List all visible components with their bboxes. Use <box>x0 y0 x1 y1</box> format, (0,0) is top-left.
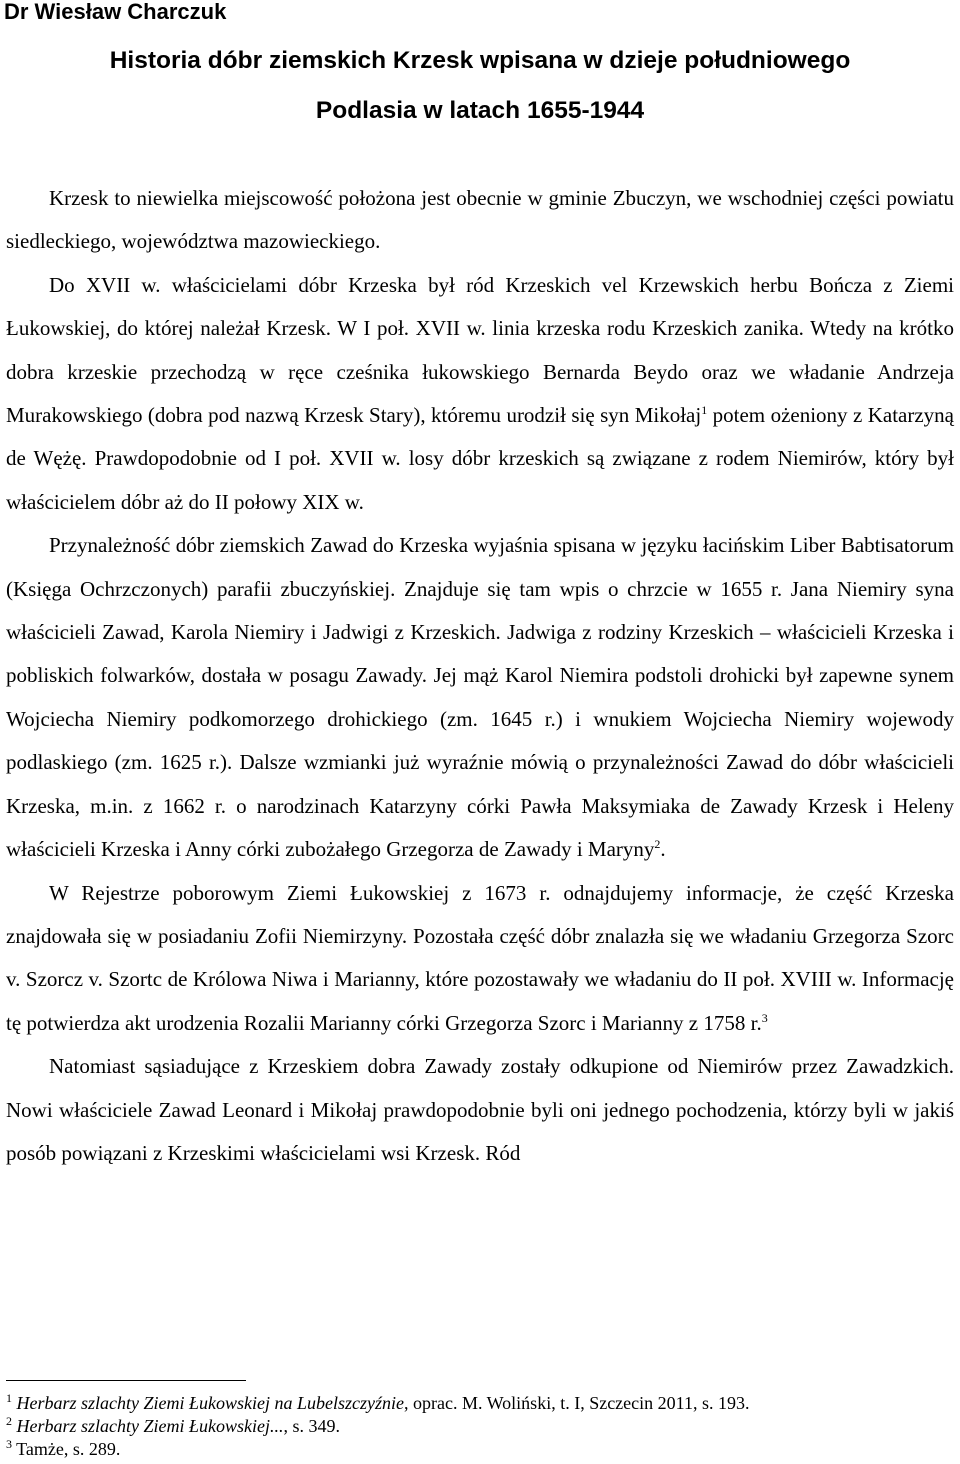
author-name: Dr Wiesław Charczuk <box>4 0 227 24</box>
footnote-1 <box>6 1392 954 1415</box>
paragraph-1: Krzesk to niewielka miejscowość położona jest obecnie w gminie Zbuczyn, we wschodniej części powiatu siedleckiego, województwa mazowieckiego. <box>6 186 954 254</box>
footnote-number: 1 <box>6 1391 12 1405</box>
paragraph-3-text-a: Przynależność dóbr ziemskich Zawad do Krzeska wyjaśnia spisana w języku łacińskim Liber Babtisatorum (Księga Ochrzczonych) parafii zbuczyńskiej. Znajduje się tam wpis o chrzcie w 1655 r. Jana Niemiry syna właścicieli Zawad, Karola Niemiry i Jadwigi z Krzeskich. Jadwiga z rodziny Krzeskich – właścicieli Krzeska i pobliskich folwarków, dostała w posagu Zawady. Jej mąż Karol Niemira podstoli drohicki był zapewne synem Wojciecha Niemiry podkomorzego drohickiego (zm. 1645 r.) i wnukiem Wojciecha Niemiry wojewody podlaskiego (zm. 1625 r.). Dalsze wzmianki już wyraźnie mówią o przynależności Zawad do dóbr właścicieli Krzeska, m.in. z 1662 r. o narodzinach Katarzyny córki Pawła Maksymiaka de Zawady Krzesk i Heleny właścicieli Krzeska i Anny córki zubożałego Grzegorza de Zawady i Maryny <box>6 533 954 862</box>
paragraph-2-text-b: potem ożeniony z Katarzyną de Wężę. Prawdopodobnie od I poł. XVII w. losy dóbr krzeskich są związane z rodem Niemirów, który był właścicielem dóbr aż do II połowy XIX w. <box>6 403 954 514</box>
title-line-1: Historia dóbr ziemskich Krzesk wpisana w dzieje południowego <box>109 47 851 74</box>
footnote-3 <box>6 1438 954 1461</box>
document-title <box>90 36 870 136</box>
footnote-2 <box>6 1415 954 1438</box>
footnote-ref-2: 2 <box>654 837 661 852</box>
paragraph-2-text-a: Do XVII w. właścicielami dóbr Krzeska był ród Krzeskich vel Krzewskich herbu Bończa z Ziemi Łukowskiej, do której należał Krzesk. W I poł. XVII w. linia krzeska rodu Krzeskich zanika. Wtedy na krótko dobra krzeskie przechodzą w ręce cześnika łukowskiego Bernarda Beydo oraz we władanie Andrzeja Murakowskiego (dobra pod nazwą Krzesk Stary), któremu urodził się syn Mikołaj <box>6 272 954 428</box>
footnote-text: , s. 349. <box>283 1416 341 1436</box>
footnote-text: Tamże, s. 289. <box>12 1439 121 1459</box>
document-body <box>6 177 954 1175</box>
footnote-number: 3 <box>6 1437 12 1451</box>
paragraph-2 <box>6 264 954 524</box>
title-line-2: Podlasia w latach 1655-1944 <box>315 97 645 124</box>
paragraph-4-text: W Rejestrze poborowym Ziemi Łukowskiej z 1673 r. odnajdujemy informacje, że część Krzeska znajdowała się w posiadaniu Zofii Niemirzyny. Pozostała część dóbr znalazła się we władaniu Grzegorza Szorc v. Szorcz v. Szortc de Królowa Niwa i Marianny, które pozostawały we władaniu do II poł. XVIII w. Informację tę potwierdza akt urodzenia Rozalii Marianny córki Grzegorza Szorc i Marianny z 1758 r. <box>6 880 954 1035</box>
footnote-title: Herbarz szlachty Ziemi Łukowskiej na Lubelszczyźnie <box>16 1393 404 1413</box>
footnote-number: 2 <box>6 1414 12 1428</box>
footnote-ref-1: 1 <box>701 403 708 418</box>
footnote-text: , oprac. M. Woliński, t. I, Szczecin 2011, s. 193. <box>403 1393 750 1413</box>
paragraph-3-text-b: . <box>660 837 666 862</box>
footnotes <box>6 1392 954 1461</box>
paragraph-5: Natomiast sąsiadujące z Krzeskiem dobra Zawady zostały odkupione od Niemirów przez Zawadzkich. Nowi właściciele Zawad Leonard i Mikołaj prawdopodobnie byli oni jednego pochodzenia, którzy byli w jakiś posób powiązani z Krzeskimi właścicielami wsi Krzesk. Ród <box>6 1054 954 1165</box>
footnote-title: Herbarz szlachty Ziemi Łukowskiej... <box>16 1416 284 1436</box>
paragraph-4 <box>6 872 954 1046</box>
footnote-ref-3: 3 <box>761 1010 768 1025</box>
paragraph-3 <box>6 524 954 871</box>
footnote-divider <box>6 1380 246 1381</box>
